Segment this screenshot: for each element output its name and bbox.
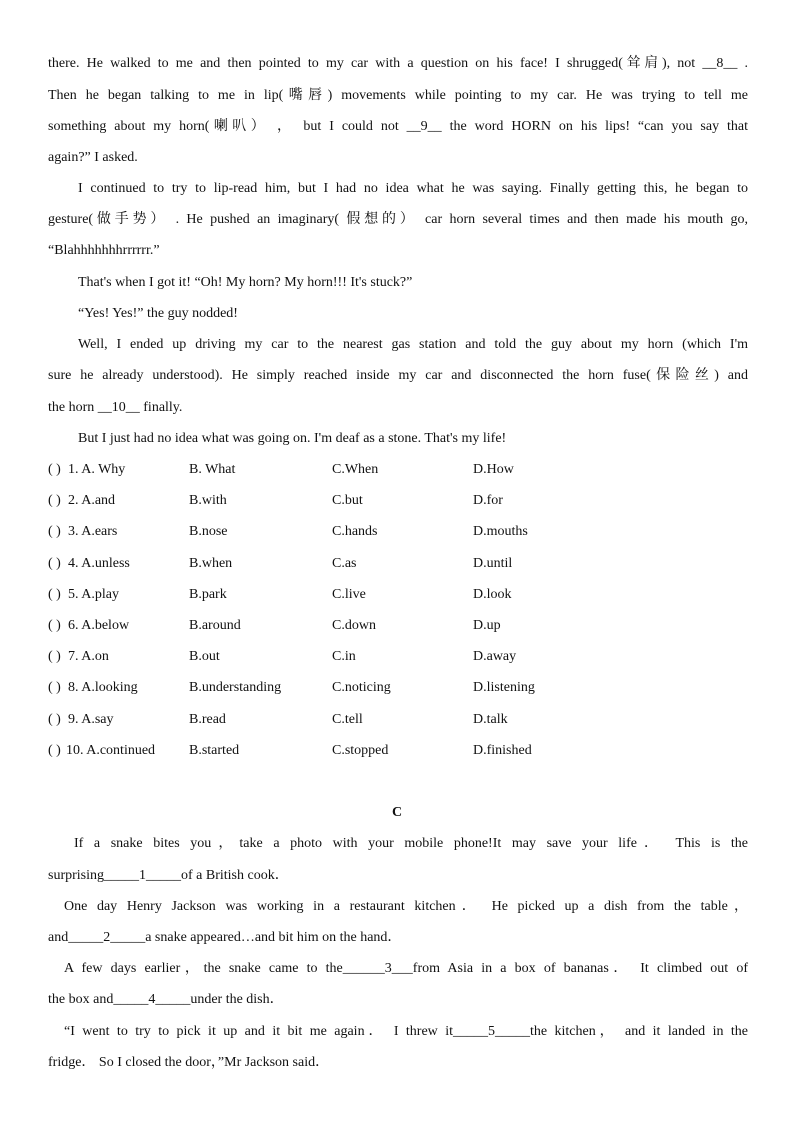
- option-c: C.noticing: [332, 680, 391, 695]
- question-row: [48, 523, 568, 541]
- question-row: [48, 648, 568, 666]
- question-row: [48, 461, 568, 479]
- option-c: C.tell: [332, 712, 363, 727]
- option-c: C.When: [332, 462, 379, 477]
- option-b: B.understanding: [189, 680, 282, 695]
- option-d: D.away: [473, 649, 517, 664]
- passage-c-line: the box and_____4_____under the dish．: [48, 992, 284, 1007]
- option-a: 9. A.say: [68, 712, 114, 727]
- passage-b-line: “Blahhhhhhhrrrrrr.”: [48, 243, 160, 258]
- option-d: D.talk: [473, 712, 508, 727]
- option-a: 1. A. Why: [68, 462, 126, 477]
- option-b: B.started: [189, 743, 240, 758]
- passage-b-line: again?” I asked.: [48, 150, 138, 165]
- passage-c-line: fridge． So I closed the door，”Mr Jackson said．: [48, 1055, 330, 1070]
- passage-b-line: gesture(做手势） . He pushed an imaginary( 假想的） car horn several times and then made his mouth go,: [48, 212, 748, 227]
- passage-b-line: Then he began talking to me in lip(嘴唇) movements while pointing to my car. He was trying to tell me: [48, 88, 748, 103]
- question-row: [48, 492, 568, 510]
- option-d: D.for: [473, 493, 503, 508]
- answer-blank[interactable]: ( ): [48, 680, 61, 695]
- option-b: B.out: [189, 649, 220, 664]
- passage-c-line: and_____2_____a snake appeared…and bit him on the hand．: [48, 930, 402, 945]
- option-d: D.mouths: [473, 524, 528, 539]
- passage-b-line: But I just had no idea what was going on. I'm deaf as a stone. That's my life!: [78, 431, 507, 446]
- option-c: C.hands: [332, 524, 378, 539]
- passage-b-line: I continued to try to lip-read him, but I had no idea what he was saying. Finally getting this, he began to: [78, 181, 748, 196]
- option-c: C.in: [332, 649, 356, 664]
- answer-blank[interactable]: ( ): [48, 524, 61, 539]
- answer-blank[interactable]: ( ): [48, 712, 61, 727]
- question-row: [48, 617, 568, 635]
- option-b: B.read: [189, 712, 226, 727]
- answer-blank[interactable]: ( ): [48, 649, 61, 664]
- option-d: D.until: [473, 556, 513, 571]
- option-b: B.park: [189, 587, 227, 602]
- passage-c-line: “I went to try to pick it up and it bit me again． I threw it_____5_____the kitchen， and it landed in the: [64, 1024, 748, 1039]
- passage-b-line: the horn __10__ finally.: [48, 400, 183, 415]
- option-a: 8. A.looking: [68, 680, 138, 695]
- answer-blank[interactable]: ( ): [48, 462, 61, 477]
- option-d: D.look: [473, 587, 512, 602]
- answer-blank[interactable]: ( ): [48, 493, 61, 508]
- section-heading: C: [391, 805, 403, 820]
- option-a: 5. A.play: [68, 587, 119, 602]
- option-c: C.as: [332, 556, 357, 571]
- question-row: [48, 555, 568, 573]
- option-b: B.with: [189, 493, 227, 508]
- option-a: 6. A.below: [68, 618, 130, 633]
- passage-b-line: That's when I got it! “Oh! My horn? My horn!!! It's stuck?”: [78, 275, 413, 290]
- passage-b-line: “Yes! Yes!” the guy nodded!: [78, 306, 238, 321]
- passage-c-line: If a snake bites you，take a photo with your mobile phone!It may save your life． This is the: [74, 836, 748, 851]
- passage-c-line: surprising_____1_____of a British cook．: [48, 868, 289, 883]
- passage-c-line: A few days earlier，the snake came to the______3___from Asia in a box of bananas． It climbed out of: [64, 961, 748, 976]
- question-row: [48, 679, 568, 697]
- option-b: B. What: [189, 462, 236, 477]
- option-c: C.stopped: [332, 743, 389, 758]
- answer-blank[interactable]: ( ): [48, 618, 61, 633]
- question-row: [48, 711, 568, 729]
- option-d: D.finished: [473, 743, 532, 758]
- question-row: [48, 742, 568, 760]
- option-a: 10. A.continued: [66, 743, 156, 758]
- option-a: 7. A.on: [68, 649, 109, 664]
- option-b: B.when: [189, 556, 233, 571]
- passage-b-line: something about my horn(喇叭） ， but I could not __9__ the word HORN on his lips! “can you say that: [48, 119, 748, 134]
- option-b: B.around: [189, 618, 241, 633]
- option-c: C.but: [332, 493, 363, 508]
- option-c: C.down: [332, 618, 376, 633]
- option-a: 3. A.ears: [68, 524, 118, 539]
- question-row: [48, 586, 568, 604]
- answer-blank[interactable]: ( ): [48, 743, 61, 758]
- option-a: 2. A.and: [68, 493, 116, 508]
- passage-b-line: there. He walked to me and then pointed to my car with a question on his face! I shrugged(耸肩), not __8__ .: [48, 56, 748, 71]
- option-b: B.nose: [189, 524, 228, 539]
- answer-blank[interactable]: ( ): [48, 587, 61, 602]
- option-a: 4. A.unless: [68, 556, 130, 571]
- option-c: C.live: [332, 587, 366, 602]
- option-d: D.up: [473, 618, 501, 633]
- passage-b-line: sure he already understood). He simply reached inside my car and disconnected the horn fuse(保险丝) and: [48, 368, 748, 383]
- option-d: D.listening: [473, 680, 535, 695]
- answer-blank[interactable]: ( ): [48, 556, 61, 571]
- passage-b-line: Well, I ended up driving my car to the nearest gas station and told the guy about my horn (which I'm: [78, 337, 748, 352]
- option-d: D.How: [473, 462, 514, 477]
- passage-c-line: One day Henry Jackson was working in a restaurant kitchen． He picked up a dish from the table，: [64, 899, 748, 914]
